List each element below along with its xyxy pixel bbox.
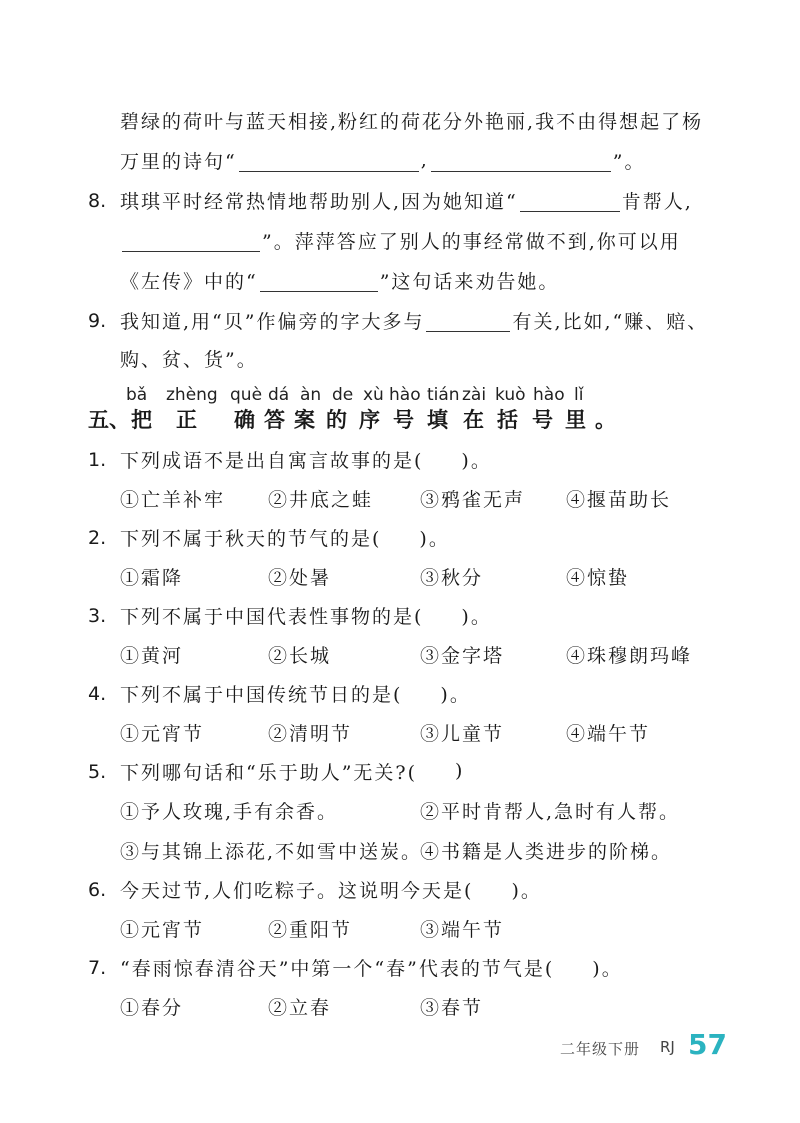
question-tail: )。	[461, 449, 492, 472]
section-title-char: 的	[326, 407, 347, 432]
q9-line-1	[120, 302, 708, 338]
section-title-char: 填	[427, 407, 448, 432]
question-tail: )。	[461, 605, 492, 628]
q8-text-1-post: 肯帮人,	[621, 190, 693, 213]
section-title-char: 答	[264, 407, 285, 432]
option: ④珠穆朗玛峰	[566, 645, 693, 667]
section-title-char: 在	[463, 407, 484, 432]
q9-text-1: 我知道,用“贝”作偏旁的字大多与	[120, 310, 425, 333]
question-tail: )。	[592, 957, 623, 980]
option: ③儿童节	[420, 723, 505, 745]
section-title-char: 正	[176, 407, 197, 432]
question-2	[120, 519, 450, 555]
option: ①霜降	[120, 567, 184, 589]
pinyin: què	[230, 385, 263, 405]
question-stem: 今天过节,人们吃粽子。这说明今天是(	[120, 879, 474, 902]
q8-text-3-post: ”这句话来劝告她。	[379, 270, 560, 293]
q8-text-2: ”。萍萍答应了别人的事经常做不到,你可以用	[262, 230, 681, 253]
answer-blank[interactable]	[426, 309, 510, 332]
question-number: 3.	[88, 605, 107, 627]
pinyin: xù	[363, 385, 384, 405]
answer-blank[interactable]	[431, 149, 611, 172]
pinyin: zài	[462, 385, 487, 405]
poem-text-2-pre: 万里的诗句“	[120, 150, 237, 173]
q8-text-1: 琪琪平时经常热情地帮助别人,因为她知道“	[120, 190, 518, 213]
question-number: 9.	[88, 310, 107, 332]
question-tail: )。	[511, 879, 542, 902]
answer-blank[interactable]	[239, 149, 419, 172]
question-stem: 下列不属于秋天的节气的是(	[120, 527, 382, 550]
answer-blank[interactable]	[520, 189, 620, 212]
option: ②立春	[268, 997, 332, 1019]
option: ①亡羊补牢	[120, 489, 226, 511]
poem-line-1	[120, 102, 703, 138]
option: ③鸦雀无声	[420, 489, 526, 511]
question-number: 1.	[88, 449, 107, 471]
option: ②处暑	[268, 567, 332, 589]
footer-edition: RJ	[660, 1038, 675, 1056]
question-6	[120, 871, 542, 907]
pinyin: hào	[533, 385, 565, 405]
option: ②平时肯帮人,急时有人帮。	[420, 801, 681, 823]
option: ③与其锦上添花,不如雪中送炭。	[120, 841, 423, 863]
pinyin: dá	[268, 385, 290, 405]
question-number: 4.	[88, 683, 107, 705]
question-3	[120, 597, 492, 633]
option: ③秋分	[420, 567, 484, 589]
pinyin: bǎ	[126, 385, 148, 405]
section-title-char: 。	[595, 407, 616, 432]
q8-line-3	[120, 262, 559, 298]
q8-line-1	[120, 182, 693, 218]
question-1	[120, 441, 492, 477]
question-stem: 下列哪句话和“乐于助人”无关?(	[120, 761, 418, 784]
question-tail: )。	[419, 527, 450, 550]
section-title-char: 序	[359, 407, 380, 432]
option: ②长城	[268, 645, 332, 667]
option: ④端午节	[566, 723, 651, 745]
question-number: 2.	[88, 527, 107, 549]
question-5	[120, 753, 464, 789]
question-tail: )。	[440, 683, 471, 706]
option: ③金字塔	[420, 645, 505, 667]
option: ①春分	[120, 997, 184, 1019]
question-stem: “春雨惊春清谷天”中第一个“春”代表的节气是(	[120, 957, 555, 980]
section-title-char: 括	[497, 407, 518, 432]
poem-text-2-post: ”。	[612, 150, 646, 173]
question-number: 6.	[88, 879, 107, 901]
q8-line-2	[120, 222, 681, 258]
q9-line-2	[120, 340, 258, 376]
section-title-char: 里	[565, 407, 586, 432]
section-title-char: 案	[294, 407, 315, 432]
question-tail: )	[455, 760, 465, 782]
option: ①黄河	[120, 645, 184, 667]
option: ④书籍是人类进步的阶梯。	[420, 841, 673, 863]
question-number: 7.	[88, 957, 107, 979]
answer-blank[interactable]	[260, 269, 378, 292]
pinyin: kuò	[495, 385, 526, 405]
section-title-char: 号	[393, 407, 414, 432]
option: ②重阳节	[268, 919, 353, 941]
pinyin: lǐ	[574, 385, 584, 405]
poem-comma: ,	[420, 149, 429, 171]
option: ①元宵节	[120, 723, 205, 745]
question-stem: 下列不属于中国传统节日的是(	[120, 683, 403, 706]
option: ②清明节	[268, 723, 353, 745]
option: ③春节	[420, 997, 484, 1019]
page-number: 57	[688, 1028, 727, 1061]
section-number: 五、	[88, 407, 130, 432]
pinyin: tián	[427, 385, 460, 405]
question-stem: 下列成语不是出自寓言故事的是(	[120, 449, 424, 472]
q9-text-1-post: 有关,比如,“赚、赔、	[512, 310, 709, 333]
pinyin: de	[332, 385, 354, 405]
option: ③端午节	[420, 919, 505, 941]
section-title-char: 把	[131, 407, 152, 432]
question-stem: 下列不属于中国代表性事物的是(	[120, 605, 424, 628]
section-title-char: 号	[532, 407, 553, 432]
question-number: 5.	[88, 761, 107, 783]
option: ①予人玫瑰,手有余香。	[120, 801, 339, 823]
question-7	[120, 949, 623, 985]
option: ④揠苗助长	[566, 489, 672, 511]
q8-text-3-pre: 《左传》中的“	[120, 270, 258, 293]
pinyin: hào	[389, 385, 421, 405]
question-4	[120, 675, 471, 711]
poem-line-2	[120, 142, 645, 178]
q9-text-2: 购、贫、货”。	[120, 348, 258, 371]
option: ①元宵节	[120, 919, 205, 941]
question-number: 8.	[88, 190, 107, 212]
option: ②井底之蛙	[268, 489, 374, 511]
footer-book-label: 二年级下册	[560, 1040, 641, 1058]
pinyin: zhèng	[166, 385, 218, 405]
option: ④惊蛰	[566, 567, 630, 589]
section-title-char: 确	[234, 407, 255, 432]
answer-blank[interactable]	[122, 229, 260, 252]
pinyin: àn	[300, 385, 322, 405]
poem-text-1: 碧绿的荷叶与蓝天相接,粉红的荷花分外艳丽,我不由得想起了杨	[120, 110, 704, 133]
